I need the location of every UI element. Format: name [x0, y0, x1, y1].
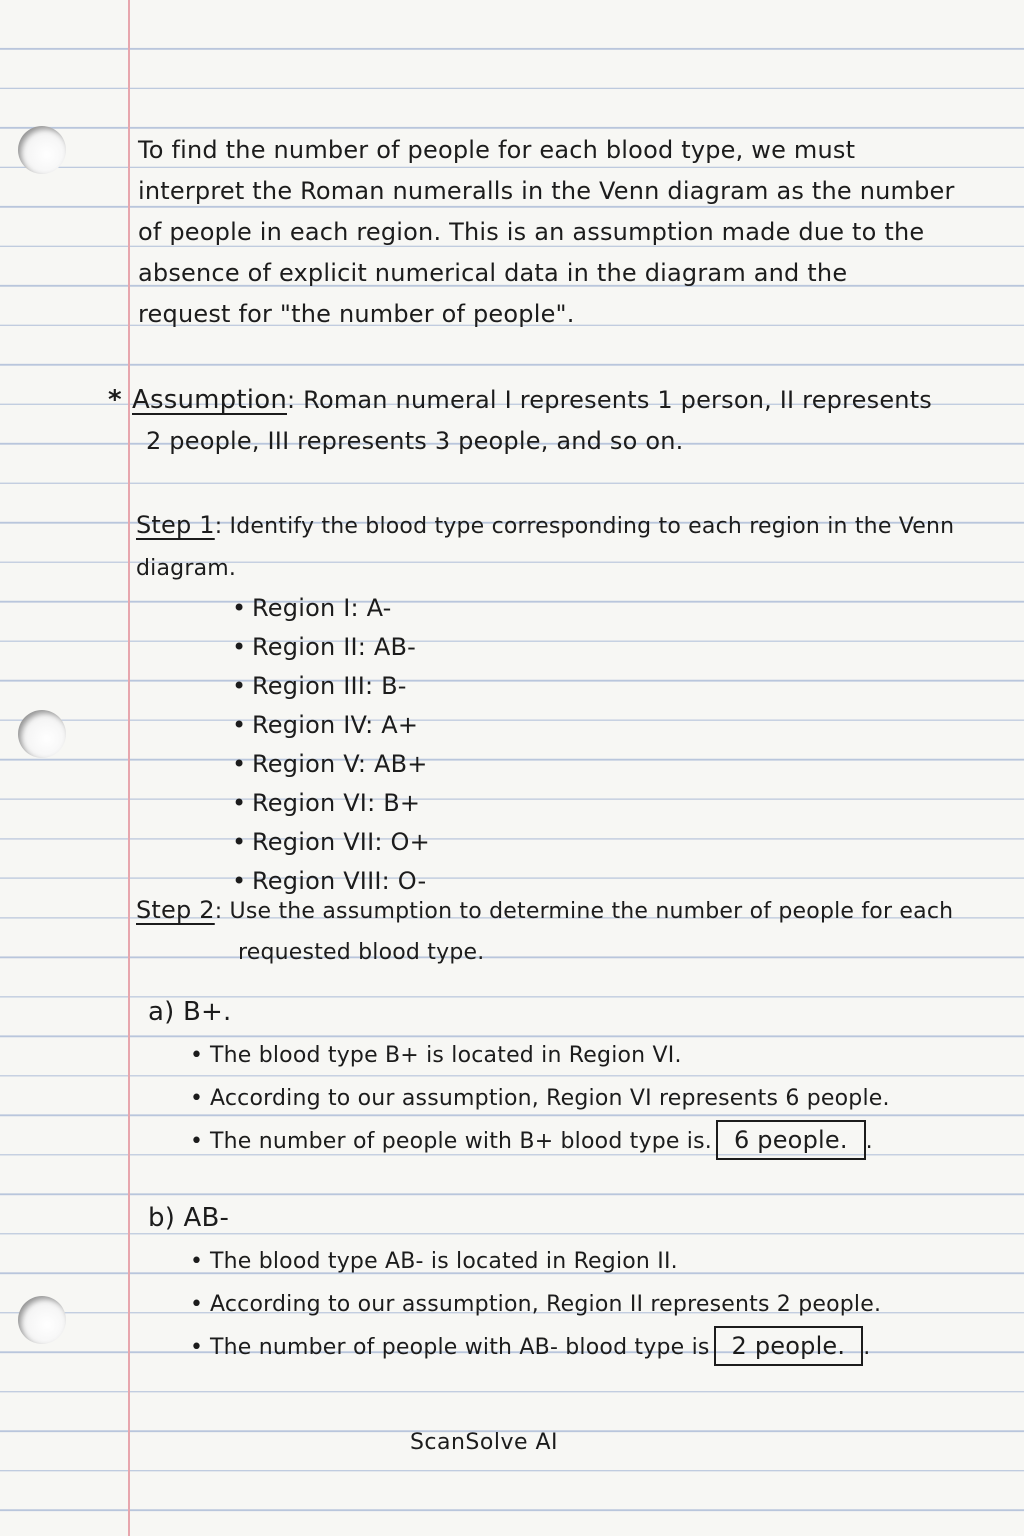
answer-box: 6 people. [716, 1120, 866, 1160]
terminal-period: . [863, 1335, 871, 1360]
list-item [190, 1326, 1008, 1369]
list-item [232, 628, 1016, 667]
list-item [190, 1120, 1008, 1163]
part-a-line-2: According to our assumption, Region VI represents 6 people. [210, 1086, 890, 1111]
punch-hole-bottom [18, 1296, 66, 1344]
list-item [232, 823, 1016, 862]
bullet-icon: • [232, 867, 247, 895]
bullet-icon: • [232, 711, 247, 739]
list-item [232, 667, 1016, 706]
region-text: Region II: AB- [252, 633, 417, 661]
intro-paragraph [138, 130, 998, 335]
step-2 [136, 890, 1016, 973]
intro-line: absence of explicit numerical data in the diagram and the [138, 259, 848, 287]
region-text: Region I: A- [252, 594, 392, 622]
part-b-list [148, 1240, 1008, 1369]
punch-hole-top [18, 126, 66, 174]
bullet-icon: • [232, 750, 247, 778]
intro-line: of people in each region. This is an assumption made due to the [138, 218, 925, 246]
assumption-line-2: 2 people, III represents 3 people, and so on. [146, 427, 684, 455]
bullet-icon: • [232, 633, 247, 661]
punch-hole-middle [18, 710, 66, 758]
region-list [136, 589, 1016, 901]
region-text: Region VI: B+ [252, 789, 421, 817]
bullet-icon: • [232, 789, 247, 817]
assumption-colon: : [287, 386, 296, 414]
list-item [232, 706, 1016, 745]
step-1 [136, 505, 1016, 901]
part-b-line-1: The blood type AB- is located in Region II. [210, 1249, 678, 1274]
bullet-icon: • [232, 594, 247, 622]
bullet-icon: • [190, 1086, 204, 1111]
list-item [232, 745, 1016, 784]
assumption-line-1: Roman numeral I represents 1 person, II represents [303, 386, 933, 414]
asterisk-mark: * [108, 385, 122, 415]
step-2-label: Step 2 [136, 896, 215, 924]
assumption-label: Assumption [132, 385, 287, 415]
part-b-heading: b) AB- [148, 1203, 230, 1233]
intro-line: To find the number of people for each blood type, we must [138, 136, 856, 164]
part-a-line-3: The number of people with B+ blood type is. [210, 1129, 712, 1154]
part-b-line-3: The number of people with AB- blood type is [210, 1335, 710, 1360]
region-text: Region V: AB+ [252, 750, 428, 778]
list-item [190, 1077, 1008, 1120]
step-2-text-continued: requested blood type. [238, 940, 485, 965]
bullet-icon: • [232, 828, 247, 856]
margin-line [128, 0, 130, 1536]
region-text: Region VII: O+ [252, 828, 430, 856]
part-b-line-2: According to our assumption, Region II represents 2 people. [210, 1292, 882, 1317]
answer-box: 2 people. [714, 1326, 864, 1366]
region-text: Region III: B- [252, 672, 407, 700]
part-a [148, 990, 1008, 1163]
list-item [190, 1240, 1008, 1283]
terminal-period: . [865, 1129, 873, 1154]
step-2-text: : Use the assumption to determine the number of people for each [214, 899, 954, 924]
footer-text: ScanSolve AI [409, 1430, 559, 1455]
intro-line: interpret the Roman numeralls in the Venn diagram as the number [138, 177, 955, 205]
assumption-block [108, 380, 998, 462]
bullet-icon: • [190, 1335, 204, 1360]
bullet-icon: • [190, 1249, 204, 1274]
step-1-label: Step 1 [136, 511, 215, 539]
part-a-heading: a) B+. [148, 997, 232, 1027]
bullet-icon: • [190, 1129, 204, 1154]
part-b [148, 1196, 1008, 1369]
region-text: Region IV: A+ [252, 711, 419, 739]
list-item [232, 589, 1016, 628]
bullet-icon: • [190, 1292, 204, 1317]
list-item [190, 1283, 1008, 1326]
bullet-icon: • [232, 672, 247, 700]
list-item [190, 1034, 1008, 1077]
step-1-text: : Identify the blood type corresponding to each region in the Venn diagram. [136, 514, 955, 581]
part-a-line-1: The blood type B+ is located in Region VI. [210, 1043, 682, 1068]
intro-line: request for "the number of people". [138, 300, 575, 328]
list-item [232, 784, 1016, 823]
bullet-icon: • [190, 1043, 204, 1068]
footer-brand [0, 1430, 1024, 1455]
part-a-list [148, 1034, 1008, 1163]
region-text: Region VIII: O- [252, 867, 427, 895]
